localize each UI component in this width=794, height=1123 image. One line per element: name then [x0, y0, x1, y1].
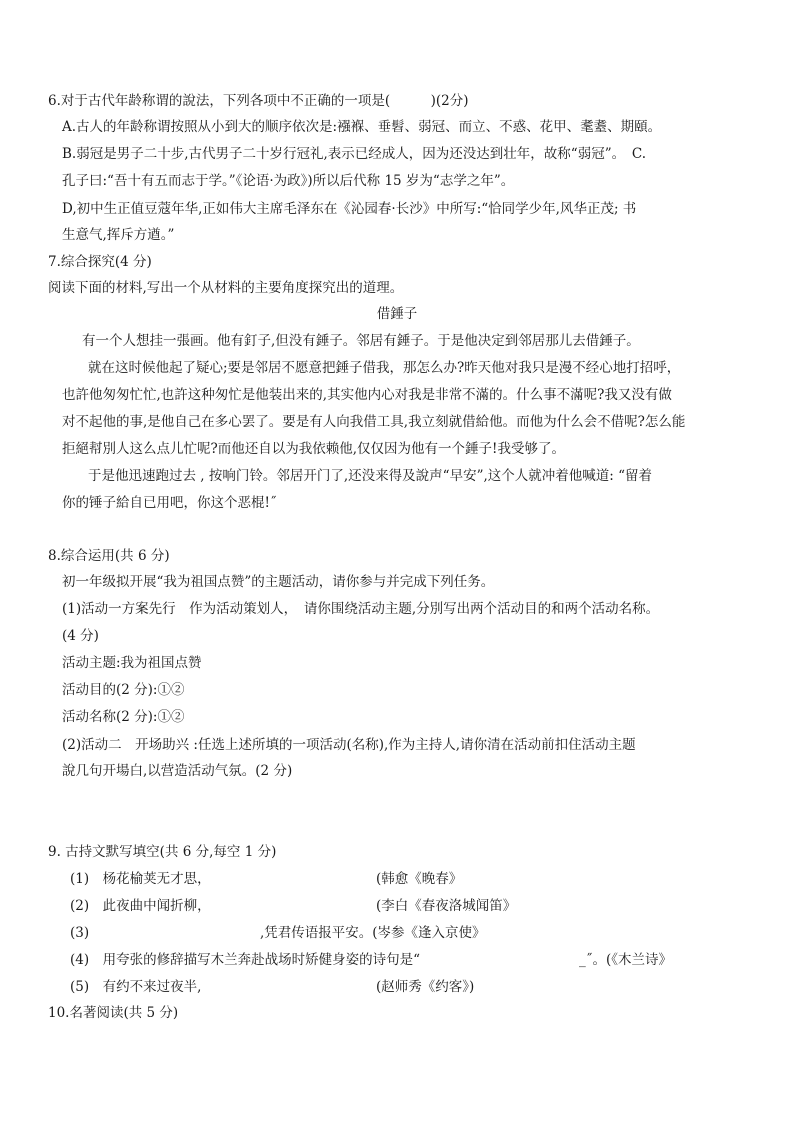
q7-stem: 7.综合探究(4 分) — [48, 254, 152, 270]
q8-task2-line2: 說几句开場白,以营造活动气氛。(2 分) — [62, 763, 293, 779]
q9-item5-text: (5) 有约不来过夜半, — [70, 979, 202, 995]
q9-item4-text: (4) 用夸张的修辞描写木兰奔赴战场时矫健身姿的诗句是“ — [70, 952, 421, 968]
q9-item4-source: _˝。(《木兰诗》 — [579, 952, 673, 968]
q8-activity-theme: 活动主题:我为祖国点赞 — [62, 655, 202, 671]
q6-option-d-line2: 生意气,挥斥方遒。” — [62, 227, 175, 243]
q7-paragraph-2-line1: 就在这时候他起了疑心;要是邻居不愿意把錘子借我，那怎么办?昨天他对我只是漫不经心地打招呼， — [88, 360, 681, 376]
q10-stem: 10.名著阅读(共 5 分) — [48, 1005, 179, 1021]
q7-paragraph-2-line4: 拒絕幇別人这么点儿忙呢?而他还自以为我依赖他,仅仅因为他有一个錘子!我受够了。 — [62, 441, 565, 457]
q9-stem: 9. 古持文默写填空(共 6 分,每空 1 分) — [48, 844, 277, 860]
q8-task1-line2: (4 分) — [62, 628, 99, 644]
q9-item3-text: ,凭君传语报平安。(岑参《逢入京使》 — [260, 925, 486, 941]
q6-stem: 6.对于古代年龄称谓的說法，下列各项中不正确的一项是( )(2分) — [48, 93, 469, 109]
q9-item3-number: (3) — [70, 925, 90, 941]
q7-paragraph-2-line3: 对不起他的事,是他自己在多心罢了。要是有人向我借工具,我立刻就借給他。而他为什么会不借呢?怎么能 — [62, 414, 686, 430]
q7-passage-title: 借錘子 — [376, 306, 418, 322]
q9-item5-source: (赵师秀《约客》) — [376, 979, 475, 995]
q8-task2-line1: (2)活动二 开场助兴 :任选上述所填的一项活动(名称),作为主持人,请你清在活动前扣住活动主题 — [62, 737, 636, 753]
q7-paragraph-3-line1: 于是他迅速跑过去 , 按响门铃。邻居开门了,还没来得及說声“早安”,这个人就冲着他喊道: “留着 — [88, 468, 652, 484]
q8-stem: 8.综合运用(共 6 分) — [48, 548, 170, 564]
q7-paragraph-3-line2: 你的锤子給自已用吧，你这个恶棍!˝ — [62, 495, 277, 511]
q6-option-a: A.古人的年龄称谓按照从小到大的顺序依次是:襁褓、垂髫、弱冠、而立、不惑、花甲、耄耋、期頤。 — [62, 119, 662, 135]
q9-item2-text: (2) 此夜曲中闻折柳， — [70, 898, 211, 914]
q9-item1-text: (1) 杨花榆荚无才思， — [70, 871, 211, 887]
q9-item2-source: (李白《春夜洛城闻笛》 — [376, 898, 517, 914]
q7-paragraph-1: 有一个人想挂一張画。他有釘子,但没有錘子。邻居有錘子。于是他决定到邻居那儿去借錘子。 — [82, 333, 640, 349]
q7-paragraph-2-line2: 也許他匆匆忙忙,也許这种匆忙是他装出来的,其实他内心对我是非常不滿的。什么事不滿呢?我又没有做 — [62, 387, 672, 403]
q8-intro: 初一年级拟开展“我为祖国点赞”的主题活动，请你参与并完成下列任务。 — [62, 574, 495, 590]
q6-option-c: 孔子曰:“吾十有五而志于学。”《论语·为政》)所以后代称 15 岁为“志学之年”。 — [62, 173, 515, 189]
q6-option-b: B.弱冠是男子二十步,古代男子二十岁行冠礼,表示已经成人，因为还没达到壮年，故称“弱冠”。 C. — [62, 146, 646, 162]
q6-option-d-line1: D,初中生正值豆蔻年华,正如伟大主席毛泽东在《沁园春·长沙》中所写:“恰同学少年,风华正茂; 书 — [62, 201, 637, 217]
q8-activity-name: 活动名称(2 分):①② — [62, 709, 185, 725]
q8-activity-purpose: 活动目的(2 分):①② — [62, 682, 185, 698]
q7-instruction: 阅读下面的材料,写出一个从材料的主要角度探究出的道理。 — [48, 280, 404, 296]
q8-task1-line1: (1)活动一方案先行 作为活动策划人， 请你围绕活动主题,分別写出两个活动目的和两个活动名称。 — [62, 601, 660, 617]
q9-item1-source: (韩愈《晚春》 — [376, 871, 463, 887]
